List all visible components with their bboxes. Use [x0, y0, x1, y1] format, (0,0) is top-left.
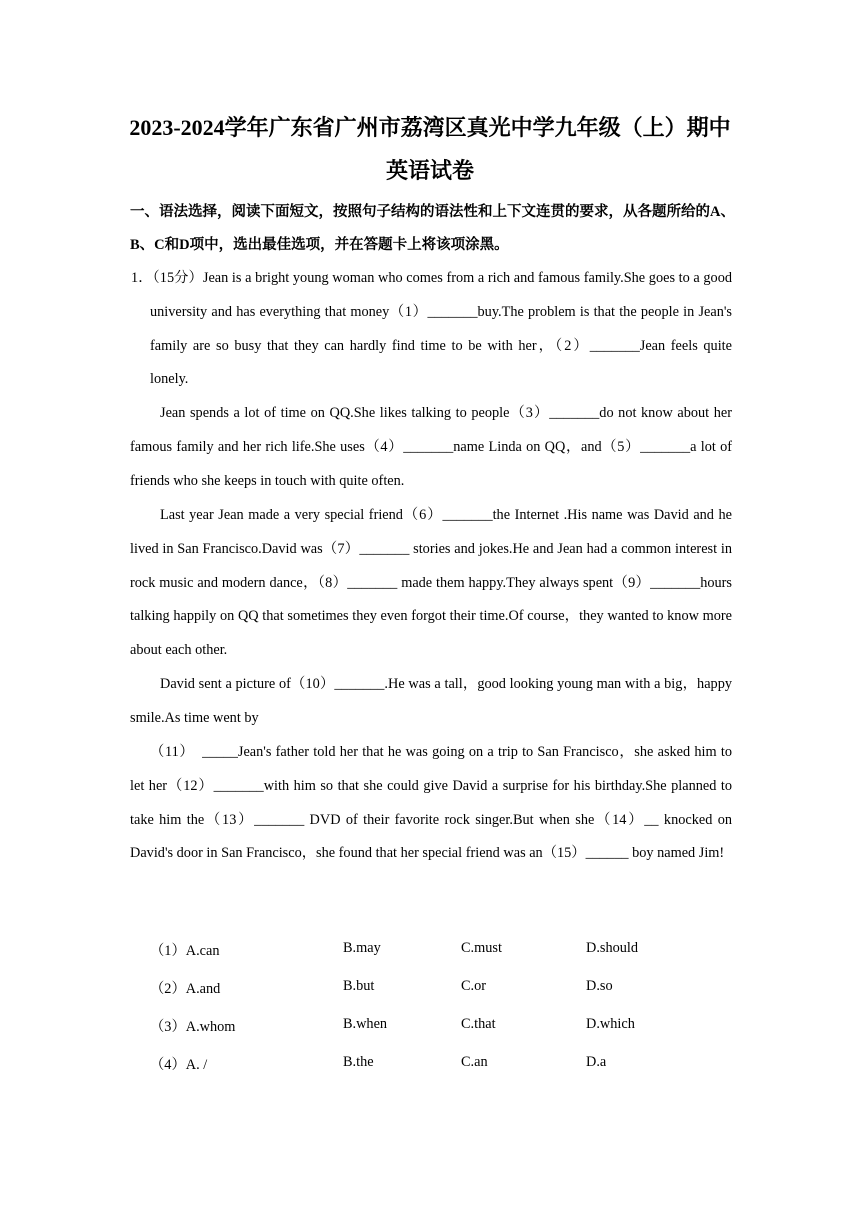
exam-title-line2: 英语试卷 — [385, 158, 474, 183]
option-4-d: D.a — [586, 1054, 607, 1070]
option-1-d: D.should — [586, 940, 639, 956]
option-3-a: （3）A.whom — [150, 1019, 236, 1035]
options-list — [150, 940, 710, 1092]
option-3-d: D.which — [586, 1016, 635, 1032]
option-4-b: B.the — [343, 1054, 374, 1070]
section-heading: 一、语法选择，阅读下面短文，按照句子结构的语法性和上下文连贯的要求，从各题所给的A、B、C和D项中，选出最佳选项，并在答题卡上将该项涂黑。 — [130, 204, 735, 253]
option-2-d: D.so — [586, 978, 613, 994]
exam-title-line1: 2023-2024学年广东省广州市荔湾区真光中学九年级（上）期中 — [129, 115, 731, 140]
option-row-3 — [150, 1016, 710, 1054]
option-1-a: （1）A.can — [150, 943, 220, 959]
option-3-c: C.that — [461, 1016, 496, 1032]
option-3-b: B.when — [343, 1016, 388, 1032]
option-1-b: B.may — [343, 940, 381, 956]
option-2-c: C.or — [461, 978, 487, 994]
option-4-a: （4）A. / — [150, 1057, 208, 1073]
passage-paragraph-3: Last year Jean made a very special friend（6）_______the Internet .His name was David and he lived in San Francisco.David was（7）_______ stories and jokes.He and Jean had a common interest in rock music and modern dance，（8）_______ made them happy.They always spent（9）_______hours talking happily on QQ that sometimes they even forgot their time.Of course，they wanted to know more about each other. — [130, 507, 732, 659]
option-row-2 — [150, 978, 710, 1016]
passage-paragraph-2: Jean spends a lot of time on QQ.She likes talking to people（3）_______do not know about her famous family and her rich life.She uses（4）_______name Linda on QQ，and（5）_______a lot of friends who she keeps in touch with quite often. — [130, 405, 732, 489]
question-1-paragraph: 1．（15分）Jean is a bright young woman who comes from a rich and famous family.She goes to a good university and has everything that money（1）_______buy.The problem is that the people in Jean's family are so busy that they can hardly find time to be with her，（2）_______Jean feels quite lonely. — [131, 270, 732, 388]
option-4-c: C.an — [461, 1054, 488, 1070]
option-row-4 — [150, 1054, 710, 1092]
option-row-1 — [150, 940, 710, 978]
passage-paragraph-4: David sent a picture of（10）_______.He was a tall，good looking young man with a big，happy smile.As time went by — [130, 676, 732, 726]
option-1-c: C.must — [461, 940, 502, 956]
passage-paragraph-5: （11） _____Jean's father told her that he was going on a trip to San Francisco，she asked him to let her（12）_______with him so that she could give David a surprise for his birthday.She planned to take him the（13）_______ DVD of their favorite rock singer.But when she（14）__ knocked on David's door in San Francisco，she found that her special friend was an（15）______ boy named Jim! — [130, 744, 732, 862]
option-2-b: B.but — [343, 978, 375, 994]
option-2-a: （2）A.and — [150, 981, 221, 997]
